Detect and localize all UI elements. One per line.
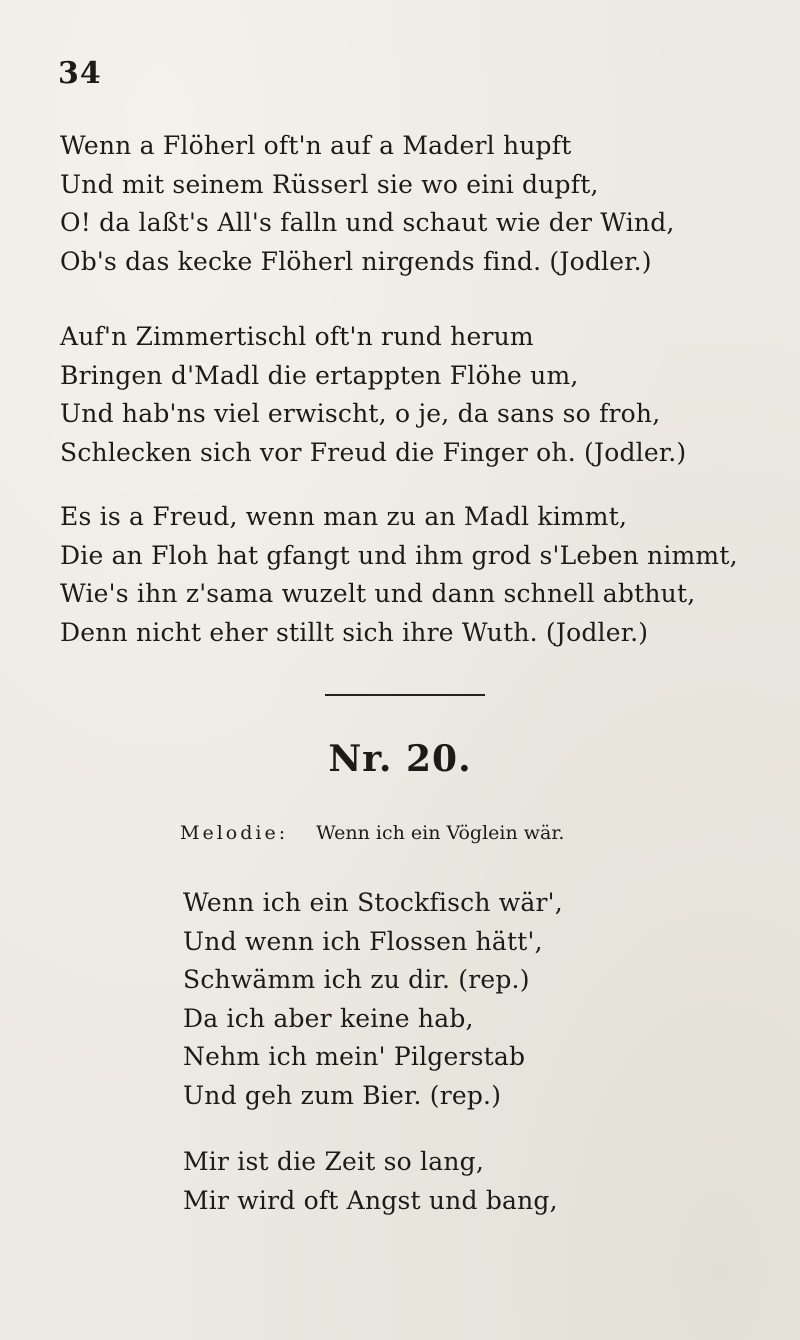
verse-line: Es is a Freud, wenn man zu an Madl kimmt, bbox=[60, 502, 628, 531]
verse-line: Auf'n Zimmertischl oft'n rund herum bbox=[60, 322, 534, 351]
song-number-heading: Nr. 20. bbox=[328, 738, 472, 780]
verse-line: Da ich aber keine hab, bbox=[183, 1003, 474, 1033]
verse-line: Schlecken sich vor Freud die Finger oh. (Jodler.) bbox=[60, 437, 687, 467]
verse-line: Die an Floh hat gfangt und ihm grod s'Leben nimmt, bbox=[60, 540, 738, 570]
verse-line: Und hab'ns viel erwischt, o je, da sans so froh, bbox=[60, 399, 661, 428]
melody-title: Wenn ich ein Vöglein wär. bbox=[316, 822, 565, 844]
song-stanza bbox=[183, 884, 563, 1115]
stanza bbox=[60, 318, 686, 472]
verse-line: Bringen d'Madl die ertappten Flöhe um, bbox=[60, 360, 579, 390]
verse-line: Schwämm ich zu dir. (rep.) bbox=[183, 965, 530, 994]
melody-label: Melodie: bbox=[180, 822, 289, 844]
stanza bbox=[60, 498, 738, 652]
verse-line: Und wenn ich Flossen hätt', bbox=[183, 926, 543, 956]
verse-line: Denn nicht eher stillt sich ihre Wuth. (Jodler.) bbox=[60, 617, 649, 647]
song-stanza bbox=[183, 1143, 558, 1220]
verse-line: Wenn ich ein Stockfisch wär', bbox=[183, 888, 563, 917]
verse-line: Ob's das kecke Flöherl nirgends find. (Jodler.) bbox=[60, 246, 652, 276]
page-number: 34 bbox=[58, 56, 102, 91]
melody-note bbox=[180, 822, 564, 844]
verse-line: Mir wird oft Angst und bang, bbox=[183, 1185, 558, 1215]
verse-line: Mir ist die Zeit so lang, bbox=[183, 1147, 484, 1176]
verse-line: Und mit seinem Rüsserl sie wo eini dupft, bbox=[60, 169, 599, 199]
verse-line: O! da laßt's All's falln und schaut wie der Wind, bbox=[60, 208, 675, 237]
verse-line: Nehm ich mein' Pilgerstab bbox=[183, 1042, 526, 1071]
verse-line: Wenn a Flöherl oft'n auf a Maderl hupft bbox=[60, 131, 572, 160]
verse-line: Und geh zum Bier. (rep.) bbox=[183, 1080, 502, 1110]
stanza bbox=[60, 127, 675, 281]
section-divider bbox=[325, 694, 485, 696]
verse-line: Wie's ihn z'sama wuzelt und dann schnell abthut, bbox=[60, 579, 696, 608]
